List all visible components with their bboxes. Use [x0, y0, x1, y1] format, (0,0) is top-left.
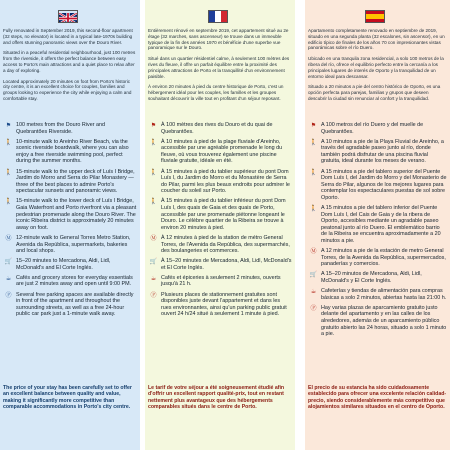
list-item: [308, 139, 447, 165]
list-item: [308, 288, 447, 301]
coffee-cup-icon: ☕: [310, 289, 317, 296]
list-item: [148, 292, 292, 318]
walking-person-icon: 🚶: [149, 199, 158, 206]
list-item-text: À 10 minutes à pied de la plage fluviale d'Areinho, accessible par une agréable promenade le long du fleuve, où vous trouverez également une piscine fluviale gratuite, idéale en été.: [161, 138, 283, 165]
list-item: [3, 198, 137, 231]
list-item: [308, 305, 447, 338]
walking-person-icon: 🚶: [4, 139, 13, 146]
list-item-text: À 15 minutes à pied du tablier supérieur du pont Dom Luís I, du Jardim do Morro et du Monastère de Serra do Pilar, parmi les plus beaux endroits pour admirer le coucher du soleil sur Porto.: [161, 168, 290, 195]
walking-person-icon: 🚶: [149, 139, 158, 146]
price-note: Le tarif de votre séjour a été soigneusement étudié afin d'offrir un excellent rapport qualité-prix, tout en restant nettement plus avantageux que des hébergements comparables situés dans le centre de Porto.: [148, 385, 285, 411]
parking-icon: Ⓟ: [5, 292, 12, 299]
location-pin-icon: ⚑: [310, 123, 317, 129]
list-item: [308, 248, 447, 268]
intro-text: [308, 28, 447, 107]
spanish-column: [305, 0, 450, 450]
feature-list: [3, 122, 137, 321]
location-pin-icon: ⚑: [5, 123, 12, 129]
list-item-text: Plusieurs places de stationnement gratuites sont disponibles juste devant l'appartement et dans les rues environnantes, ainsi qu'un parking public gratuit ouvert 24 h/24 situé à seulement 1 minute à pied.: [161, 291, 287, 318]
list-item: [148, 275, 292, 288]
list-item-text: A 15 minutos a pie del tablero inferior del Puente Dom Luís I, del Cais de Gaia y de la ribera de Oporto, accesibles mediante un agradable paseo peatonal junto al río Duero. El emblemático barrio de la Ribeira se encuentra aproximadamente a 20 minutos a pie.: [321, 205, 441, 244]
list-item: [3, 292, 137, 318]
list-item-text: 15-minute walk to the upper deck of Luís I Bridge, Jardim do Morro and Serra do Pilar Monastery — three of the best places to admire Porto's spectacular sunsets and panoramic views.: [16, 168, 135, 195]
list-item-text: À 15 minutes à pied du tablier inférieur du pont Dom Luís I, des quais de Gaia et des quais de Porto, accessible par une promenade piétonne longeant le Douro. Le célèbre quartier de la Ribeira se trouve à environ 20 minutes à pied.: [161, 198, 286, 231]
walking-person-icon: 🚶: [309, 169, 318, 176]
intro-paragraph: Situé dans un quartier résidentiel calme, à seulement 100 mètres des rives du fleuve, il offre un parfait équilibre entre la proximité des principales attractions de Porto et la tranquillité d'un environnement paisible.: [148, 56, 290, 79]
shopping-cart-icon: 🛒: [149, 259, 158, 266]
parking-icon: Ⓟ: [150, 292, 157, 299]
list-item: [3, 139, 137, 165]
list-item-text: 15–20 minutes to Mercadona, Aldi, Lidl, McDonald's and El Corte Inglés.: [16, 258, 111, 271]
list-item: [3, 258, 137, 271]
list-item: [148, 198, 292, 231]
walking-person-icon: 🚶: [4, 199, 13, 206]
walking-person-icon: 🚶: [309, 206, 318, 213]
coffee-cup-icon: ☕: [5, 275, 12, 282]
price-note: El precio de su estancia ha sido cuidadosamente establecido para ofrecer una excelente relación calidad-precio, siendo considerablemente más competitivo que alojamientos similares situados en el centro de Oporto.: [308, 385, 447, 411]
french-column: [145, 0, 295, 450]
list-item-text: A 12 minutos a pie de la estación de metro General Torres, de la Avenida da República, supermercados, panaderías y comercios.: [321, 248, 446, 268]
metro-icon: Ⓜ: [150, 235, 157, 242]
feature-list: [308, 122, 447, 341]
list-item-text: Several free parking spaces are available directly in front of the apartment and throughout the surrounding streets, as well as a free 24-hour public car park just a 1-minute walk away.: [16, 291, 134, 318]
list-item-text: 15-minute walk to the lower deck of Luís I Bridge, Gaia Waterfront and Porto riverfront via a pleasant pedestrian promenade along the Douro River. The iconic Ribeira district is approximately 20 minutes away on foot.: [16, 198, 137, 231]
list-item: [148, 235, 292, 255]
list-item: [3, 235, 137, 255]
uk-flag-icon: [58, 10, 78, 23]
list-item: [148, 139, 292, 165]
list-item-text: Hay varias plazas de aparcamiento gratuito justo delante del apartamento y en las calles de los alrededores, además de un aparcamiento público gratuito abierto las 24 horas, situado a solo 1 minuto a pie.: [321, 304, 447, 338]
list-item-text: A 10 minutos a pie de la Playa Fluvial de Areinho, a través del agradable paseo junto al río, donde también podrá disfrutar de una piscina fluvial gratuita, ideal durante los meses de verano.: [321, 138, 444, 165]
list-item: [3, 122, 137, 135]
list-item-text: Cafeterías y tiendas de alimentación para compras básicas a solo 2 minutos, abiertas hasta las 21:00 h.: [321, 288, 447, 301]
list-item: [148, 258, 292, 271]
metro-icon: Ⓜ: [310, 249, 317, 256]
intro-paragraph: Situado a 20 minutos a pie del centro histórico de Oporto, es una opción perfecta para parejas, familias y grupos que deseen descubrir la ciudad sin renunciar al confort y la tranquilidad.: [308, 84, 441, 101]
list-item: [308, 122, 447, 135]
intro-text: [3, 28, 137, 107]
list-item-text: 100 metres from the Douro River and Quebrantões Riverside.: [16, 122, 105, 135]
shopping-cart-icon: 🛒: [4, 259, 13, 266]
metro-icon: Ⓜ: [5, 235, 12, 242]
list-item-text: A 15 minutos a pie del tablero superior del Puente Dom Luís I, del Jardim do Morro y del Monasterio de Serra do Pilar, algunos de los mejores lugares para contemplar los espectaculares puestas de sol sobre Oporto.: [321, 168, 447, 201]
intro-paragraph: À environ 20 minutes à pied du centre historique de Porto, c'est un hébergement idéal pour les couples, les familles et les groupes souhaitant découvrir la ville tout en profitant d'un séjour reposant.: [148, 84, 284, 101]
intro-paragraph: Fully renovated in September 2019, this second-floor apartment (32 steps, no elevator) is located in a typical late-1970s building and offers stunning panoramic views over the Douro River.: [3, 28, 133, 45]
location-pin-icon: ⚑: [150, 123, 157, 129]
list-item-text: À 100 mètres des rives du Douro et du quai de Quebrantões.: [161, 122, 273, 135]
walking-person-icon: 🚶: [4, 169, 13, 176]
list-item: [3, 275, 137, 288]
price-note: The price of your stay has been carefully set to offer an excellent balance between quality and value, making it significantly more competitive than comparable accommodations in Porto's city centre.: [3, 385, 132, 411]
france-flag-icon: [208, 10, 228, 23]
intro-text: [148, 28, 292, 107]
intro-paragraph: Apartamento completamente renovado en septiembre de 2019, situado en una segunda planta (32 escalones, sin ascensor), en un edificio típico de finales de los años 70 con impresionantes vistas panorámicas sobre el río Duero.: [308, 28, 445, 51]
list-item: [308, 205, 447, 245]
feature-list: [148, 122, 292, 321]
english-column: [0, 0, 140, 450]
list-item: [308, 169, 447, 202]
intro-paragraph: Located approximately 20 minutes on foot from Porto's historic city centre, it is an excellent choice for couples, families and groups looking to experience the city while enjoying a calm and comfortable stay.: [3, 78, 132, 101]
shopping-cart-icon: 🛒: [309, 272, 318, 279]
list-item-text: 12-minute walk to General Torres Metro Station, Avenida da República, supermarkets, bakeries and local shops.: [16, 234, 131, 255]
intro-paragraph: Situated in a peaceful residential neighbourhood, just 100 metres from the riverside, it offers the perfect balance between easy access to Porto's main attractions and a quiet place to relax after a day of exploring.: [3, 50, 136, 73]
parking-icon: Ⓟ: [310, 305, 317, 312]
coffee-cup-icon: ☕: [150, 275, 157, 282]
list-item-text: 10-minute walk to Areinho River Beach, via the scenic riverside boardwalk, where you can also enjoy a free riverside swimming pool, perfect during the summer months.: [16, 138, 129, 165]
list-item: [3, 169, 137, 195]
list-item-text: A 15–20 minutos de Mercadona, Aldi, Lidl, McDonald's y El Corte Inglés.: [321, 271, 422, 284]
walking-person-icon: 🚶: [309, 139, 318, 146]
intro-paragraph: Ubicado en una tranquila zona residencial, a solo 100 metros de la ribera del río, ofrece el equilibrio perfecto entre la cercanía a los principales lugares de interés de Oporto y la tranquilidad de un entorno ideal para descansar.: [308, 56, 444, 79]
list-item: [308, 271, 447, 284]
walking-person-icon: 🚶: [149, 169, 158, 176]
list-item: [148, 122, 292, 135]
list-item-text: À 15–20 minutes de Mercadona, Aldi, Lidl, McDonald's et El Corte Inglés.: [161, 258, 292, 271]
spain-flag-icon: [365, 10, 385, 23]
list-item-text: Cafés and grocery stores for everyday essentials are just 2 minutes away and open until 9:00 PM.: [16, 274, 133, 288]
list-item: [148, 169, 292, 195]
list-item-text: A 100 metros del río Duero y del muelle de Quebrantões.: [321, 122, 424, 135]
intro-paragraph: Entièrement rénové en septembre 2019, cet appartement situé au 2e étage (32 marches, sans ascenseur) se trouve dans un immeuble typique de la fin des années 1970 et bénéficie d'une superbe vue panoramique sur le Douro.: [148, 28, 289, 51]
list-item-text: Cafés et épiceries à seulement 2 minutes, ouverts jusqu'à 21 h.: [161, 274, 281, 288]
list-item-text: À 12 minutes à pied de la station de métro General Torres, de l'Avenida da República, des supermarchés, des boulangeries et commerces.: [161, 234, 290, 255]
